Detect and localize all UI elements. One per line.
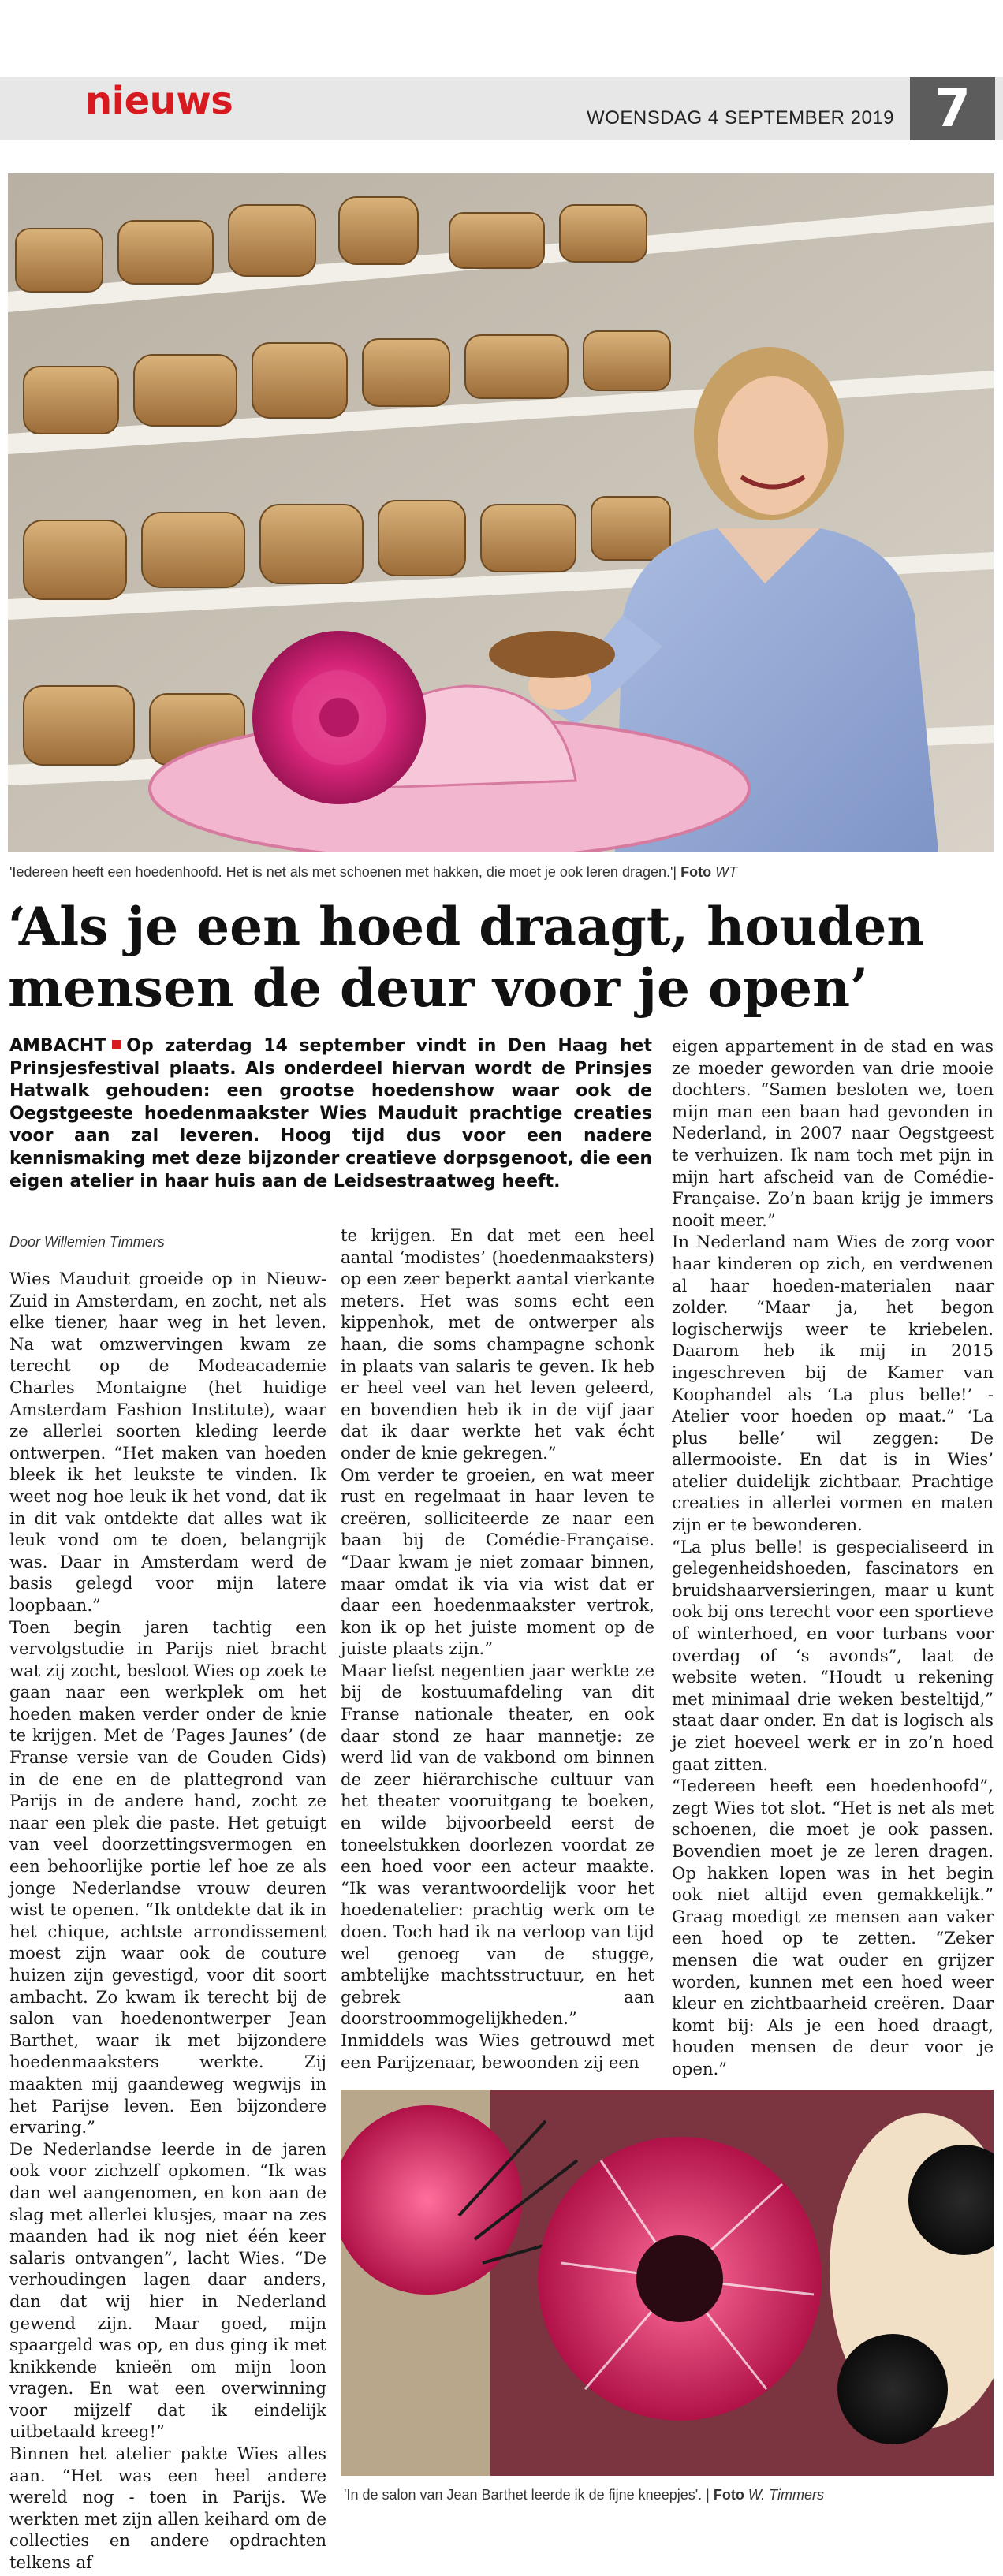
paragraph: “Iedereen heeft een hoedenhoofd”, zegt Wies tot slot. “Het is net als met schoenen, die moet je ook passen. Bovendien moet je ze leren dragen. Op hakken lopen was in het begin ook niet altijd even gemakkelijk.” Graag moedigt ze mensen aan vaker een hoed op te zetten. “Zeker mensen die wat ouder en grijzer worden, kunnen met een hoed weer kleur en zichtbaarheid creëren. Daar komt bij: Als je een hoed draagt, houden mensen de deur voor je open.” [672,1776,994,2078]
caption-text: 'Iedereen heeft een hoedenhoofd. Het is net als met schoenen met hakken, die moet je ook leren dragen.'| [9,864,677,880]
article-headline: ‘Als je een hoed draagt, houden mensen de deur voor je open’ [8,896,925,1019]
page-header [0,0,1003,146]
page-number: 7 [910,77,995,140]
paragraph: “La plus belle! is gespecialiseerd in gelegenheidshoeden, fascinators en bruidshaarversieringen, maar u kunt ook bij ons terecht voor een sportieve of winterhoed, en voor turbans voor overdag of ‘s avonds”, laat de website weten. “Houdt u rekening met minimaal drie weken besteltijd,” staat daar onder. En dat is logisch als je ziet hoeveel werk er in zo’n hoed gaat zitten. [672,1536,994,1774]
paragraph: te krijgen. En dat met een heel aantal ‘modistes’ (hoedenmaaksters) op een zeer beperkt aantal vierkante meters. Het was soms echt een kippenhok, met de ontwerper als haan, die soms champagne schonk in plaats van salaris te geven. Ik heb er heel veel van het leven geleerd, en bovendien heb ik in de vijf jaar dat ik daar werkte het vak écht onder de knie gekregen.” [341,1225,654,1463]
second-photo-caption [344,2487,824,2503]
caption-text: 'In de salon van Jean Barthet leerde ik de fijne kneepjes'. | [344,2487,710,2503]
paragraph: Maar liefst negentien jaar werkte ze bij de kostuumafdeling van dit Franse nationale theater, en ook daar stond ze haar mannetje: ze werd lid van de vakbond om binnen de zeer hiërarchische cultuur van het theater vooruitgang te boeken, en wilde bijvoorbeeld eerst de toneelstukken doorlezen voordat ze een hoed voor een acteur maakte. “Ik was verantwoordelijk voor het hoedenatelier: prachtig werk om te doen. Toch had ik na verloop van tijd wel genoeg van de stugge, ambtelijke machtsstructuur, en het gebrek aan doorstroommogelijkheden.” [341,1660,654,2029]
body-column-2 [341,1225,654,2073]
lead-square-icon [112,1040,121,1049]
hat-atelier-photo [8,173,994,852]
lead-kicker: AMBACHT [9,1036,106,1056]
body-column-1 [9,1268,326,2574]
paragraph: Om verder te groeien, en wat meer rust en regelmaat in haar leven te creëren, solliciteerde ze naar een baan bij de Comédie-Française. “Daar kwam je niet zomaar binnen, maar omdat ik via via wist dat er daar een hoedenmaakster vertrok, kon ik op het juiste moment op de juiste plaats zijn.” [341,1464,654,1659]
main-photo-caption [9,864,737,881]
credit-name: WT [715,864,738,880]
paragraph: Inmiddels was Wies getrouwd met een Parijzenaar, bewoonden zij een [341,2030,654,2072]
credit-label: Foto [713,2487,744,2503]
lead-text: Op zaterdag 14 september vindt in Den Haag het Prinsjesfestival plaats. Als onderdeel hiervan wordt de Prinsjes Hatwalk gehouden: een grootse hoedenshow waar ook de Oegstgeeste hoedenmaakster Wies Mauduit prachtige creaties voor aan zal leveren. Hoog tijd dus voor een nadere kennismaking met deze bijzonder creatieve dorpsgenoot, die een eigen atelier in haar huis aan de Leidsestraatweg heeft. [9,1036,652,1191]
article-lead [9,1035,652,1193]
paragraph: Wies Mauduit groeide op in Nieuw-Zuid in Amsterdam, en zocht, net als elke tiener, haar weg in het leven. Na wat omzwervingen kwam ze terecht op de Modeacademie Charles Montaigne (het huidige Amsterdam Fashion Institute), waar ze allerlei soorten kleding leerde ontwerpen. “Het maken van hoeden bleek ik het leukste te vinden. Ik weet nog hoe leuk ik het vond, dat ik in dit vak ontdekte dat alles wat ik leuk vond om te doen, belangrijk was. Daar in Amsterdam werd de basis gelegd voor mijn latere loopbaan.” [9,1269,326,1615]
issue-date: WOENSDAG 4 SEPTEMBER 2019 [587,107,894,129]
section-title: nieuws [85,79,233,123]
body-column-3 [672,1035,994,2080]
paragraph: eigen appartement in de stad en was ze moeder geworden van drie mooie dochters. “Samen besloten we, toen mijn man een baan had gevonden in Nederland, in 2007 naar Oegstgeest te verhuizen. Ik nam toch met pijn in mijn hart afscheid van de Comédie-Française. Zo’n baan krijg je immers nooit meer.” [672,1036,994,1230]
credit-label: Foto [680,864,712,880]
paragraph: De Nederlandse leerde in de jaren ook voor zichzelf opkomen. “Ik was dan wel aangenomen, en kon aan de slag met allerlei klusjes, maar na zes maanden had ik nog niet één keer salaris ontvangen”, lacht Wies. “De verhoudingen lagen daar anders, dan dat wij hier in Nederland gewend zijn. Maar goed, mijn spaargeld was op, en dus ging ik met knikkende knieën om mijn loon vragen. En wat een overwinning voor mijzelf dat ik eindelijk uitbetaald kreeg!” [9,2138,326,2442]
credit-name: W. Timmers [748,2487,825,2503]
paragraph: Toen begin jaren tachtig een vervolgstudie in Parijs niet bracht wat zij zocht, besloot Wies op zoek te gaan naar een werkplek om het hoeden maken verder onder de knie te krijgen. Met de ‘Pages Jaunes’ (de Franse versie van de Gouden Gids) in de ene en de plattegrond van Parijs in de andere hand, zocht ze naar een plek die paste. Het getuigt van veel doorzettingsvermogen en een behoorlijke portie lef hoe ze als jonge Nederlandse vrouw deuren wist te openen. “Ik ontdekte dat ik in het chique, achtste arrondissement moest zijn waar ook de couture huizen zijn gevestigd, voor dit soort ambacht. Zo kwam ik terecht bij de salon van hoedenontwerper Jean Barthet, waar ik met bijzondere hoedenmaaksters werkte. Zij maakten mij gaandeweg wegwijs in het Parijse leven. Een bijzondere ervaring.” [9,1616,326,2138]
main-photo [8,173,994,852]
second-photo [341,2090,994,2476]
fascinators-photo [341,2090,994,2476]
paragraph: Binnen het atelier pakte Wies alles aan. “Het was een heel andere wereld nog - toen in Parijs. We werkten met zijn allen keihard om de collecties en andere opdrachten telkens af [9,2444,326,2573]
paragraph: In Nederland nam Wies de zorg voor haar kinderen op zich, en verdwenen al haar hoeden-materialen naar zolder. “Maar ja, het begon logischerwijs weer te kriebelen. Daarom heb ik mij in 2015 ingeschreven bij de Kamer van Koophandel als ‘La plus belle!’ - Atelier voor hoeden op maat.” ‘La plus belle’ wil zeggen: De allermooiste. En dat is in Wies’ atelier duidelijk zichtbaar. Prachtige creaties in allerlei vormen en maten zijn er te bewonderen. [672,1232,994,1535]
byline: Door Willemien Timmers [9,1234,165,1250]
